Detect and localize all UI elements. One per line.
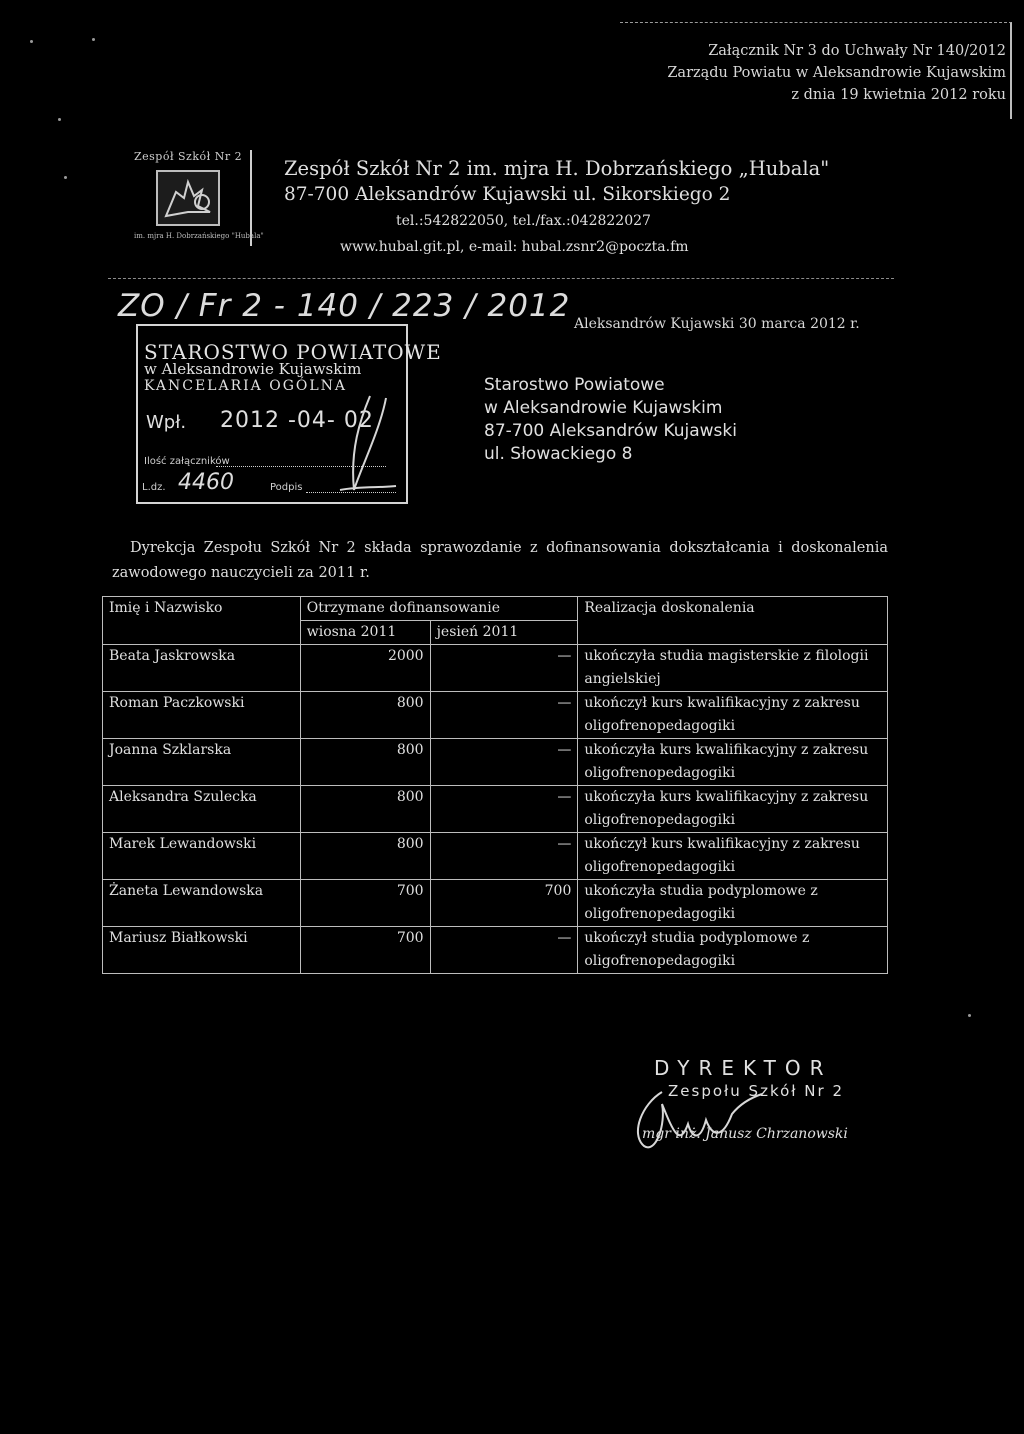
stamp-ref-value: 4460 xyxy=(178,470,234,495)
table-row xyxy=(103,692,888,739)
stamp-signature-icon xyxy=(330,390,400,504)
annex-line-2: Zarządu Powiatu w Aleksandrowie Kujawskim xyxy=(667,65,1006,81)
cell-spring: 2000 xyxy=(300,645,430,692)
logo-bottom-text: im. mjra H. Dobrzańskiego "Hubala" xyxy=(134,232,264,240)
recipient-line-3: 87-700 Aleksandrów Kujawski xyxy=(484,421,737,441)
logo-top-text: Zespół Szkół Nr 2 xyxy=(134,150,243,163)
scan-speck xyxy=(64,176,67,179)
cell-spring: 800 xyxy=(300,692,430,739)
table-row xyxy=(103,927,888,974)
intro-paragraph: Dyrekcja Zespołu Szkół Nr 2 składa sprawozdanie z dofinansowania dokształcania i doskonalenia zawodowego nauczycieli za 2011 r. xyxy=(112,540,888,581)
recipient-line-2: w Aleksandrowie Kujawskim xyxy=(484,398,723,418)
school-address: 87-700 Aleksandrów Kujawski ul. Sikorskiego 2 xyxy=(284,184,731,205)
cell-autumn: — xyxy=(430,645,578,692)
director-name: mgr inż. Janusz Chrzanowski xyxy=(642,1126,848,1142)
cell-name: Beata Jaskrowska xyxy=(103,645,301,692)
cell-autumn: — xyxy=(430,786,578,833)
scan-speck xyxy=(968,1014,971,1017)
school-web: www.hubal.git.pl, e-mail: hubal.zsnr2@poczta.fm xyxy=(340,239,689,255)
school-letterhead xyxy=(284,156,829,260)
cell-autumn: — xyxy=(430,833,578,880)
col-autumn-header: jesień 2011 xyxy=(430,621,578,645)
stamp-received-label: Wpł. xyxy=(146,412,187,433)
cell-result: ukończyła studia podyplomowe z oligofrenopedagogiki xyxy=(578,880,888,927)
stamp-office: STAROSTWO POWIATOWE xyxy=(144,340,442,364)
cell-result: ukończyła kurs kwalifikacyjny z zakresu oligofrenopedagogiki xyxy=(578,786,888,833)
cell-name: Joanna Szklarska xyxy=(103,739,301,786)
col-result-header: Realizacja doskonalenia xyxy=(578,597,888,645)
place-date: Aleksandrów Kujawski 30 marca 2012 r. xyxy=(574,316,860,332)
annex-line-3: z dnia 19 kwietnia 2012 roku xyxy=(791,87,1006,103)
col-name-header: Imię i Nazwisko xyxy=(103,597,301,645)
col-funding-header: Otrzymane dofinansowanie xyxy=(300,597,578,621)
cell-autumn: — xyxy=(430,739,578,786)
annex-note xyxy=(667,40,1006,106)
cell-autumn: — xyxy=(430,692,578,739)
table-row xyxy=(103,786,888,833)
cell-spring: 700 xyxy=(300,880,430,927)
cell-result: ukończyła kurs kwalifikacyjny z zakresu oligofrenopedagogiki xyxy=(578,739,888,786)
stamp-department: KANCELARIA OGÓLNA xyxy=(144,378,348,394)
scan-speck xyxy=(92,38,95,41)
stamp-signature-label: Podpis xyxy=(270,482,303,493)
cell-name: Żaneta Lewandowska xyxy=(103,880,301,927)
horse-emblem-icon xyxy=(156,170,220,226)
stamp-location: w Aleksandrowie Kujawskim xyxy=(144,360,362,378)
table-row xyxy=(103,645,888,692)
col-spring-header: wiosna 2011 xyxy=(300,621,430,645)
table-row xyxy=(103,739,888,786)
cell-name: Roman Paczkowski xyxy=(103,692,301,739)
cell-spring: 700 xyxy=(300,927,430,974)
stamp-ref-label: L.dz. xyxy=(142,482,166,493)
school-logo xyxy=(134,150,264,246)
director-signature-icon xyxy=(622,1084,772,1168)
stamp-attachments-label: Ilość załączników xyxy=(144,456,230,467)
table-header-row xyxy=(103,597,888,621)
cell-result: ukończył studia podyplomowe z oligofrenopedagogiki xyxy=(578,927,888,974)
registration-number: ZO / Fr 2 - 140 / 223 / 2012 xyxy=(118,288,571,324)
recipient-line-4: ul. Słowackiego 8 xyxy=(484,444,633,464)
director-unit: Zespołu Szkół Nr 2 xyxy=(668,1082,845,1100)
header-divider xyxy=(108,278,894,279)
director-title: DYREKTOR xyxy=(654,1056,833,1080)
cell-spring: 800 xyxy=(300,786,430,833)
table-row xyxy=(103,833,888,880)
cell-spring: 800 xyxy=(300,739,430,786)
recipient-address xyxy=(484,374,737,466)
cell-result: ukończył kurs kwalifikacyjny z zakresu oligofrenopedagogiki xyxy=(578,692,888,739)
table-row xyxy=(103,880,888,927)
cell-result: ukończyła studia magisterskie z filologii angielskiej xyxy=(578,645,888,692)
scan-speck xyxy=(30,40,33,43)
annex-line-1: Załącznik Nr 3 do Uchwały Nr 140/2012 xyxy=(708,43,1006,59)
scan-speck xyxy=(58,118,61,121)
school-name: Zespół Szkół Nr 2 im. mjra H. Dobrzańskiego „Hubala" xyxy=(284,157,830,180)
cell-name: Aleksandra Szulecka xyxy=(103,786,301,833)
funding-table xyxy=(102,596,888,974)
stamp-received-date: 2012 -04- 02 xyxy=(220,408,374,433)
cell-result: ukończył kurs kwalifikacyjny z zakresu oligofrenopedagogiki xyxy=(578,833,888,880)
school-phone: tel.:542822050, tel./fax.:042822027 xyxy=(396,213,651,229)
cell-name: Mariusz Białkowski xyxy=(103,927,301,974)
recipient-line-1: Starostwo Powiatowe xyxy=(484,375,665,395)
cell-autumn: 700 xyxy=(430,880,578,927)
cell-spring: 800 xyxy=(300,833,430,880)
cell-autumn: — xyxy=(430,927,578,974)
cell-name: Marek Lewandowski xyxy=(103,833,301,880)
